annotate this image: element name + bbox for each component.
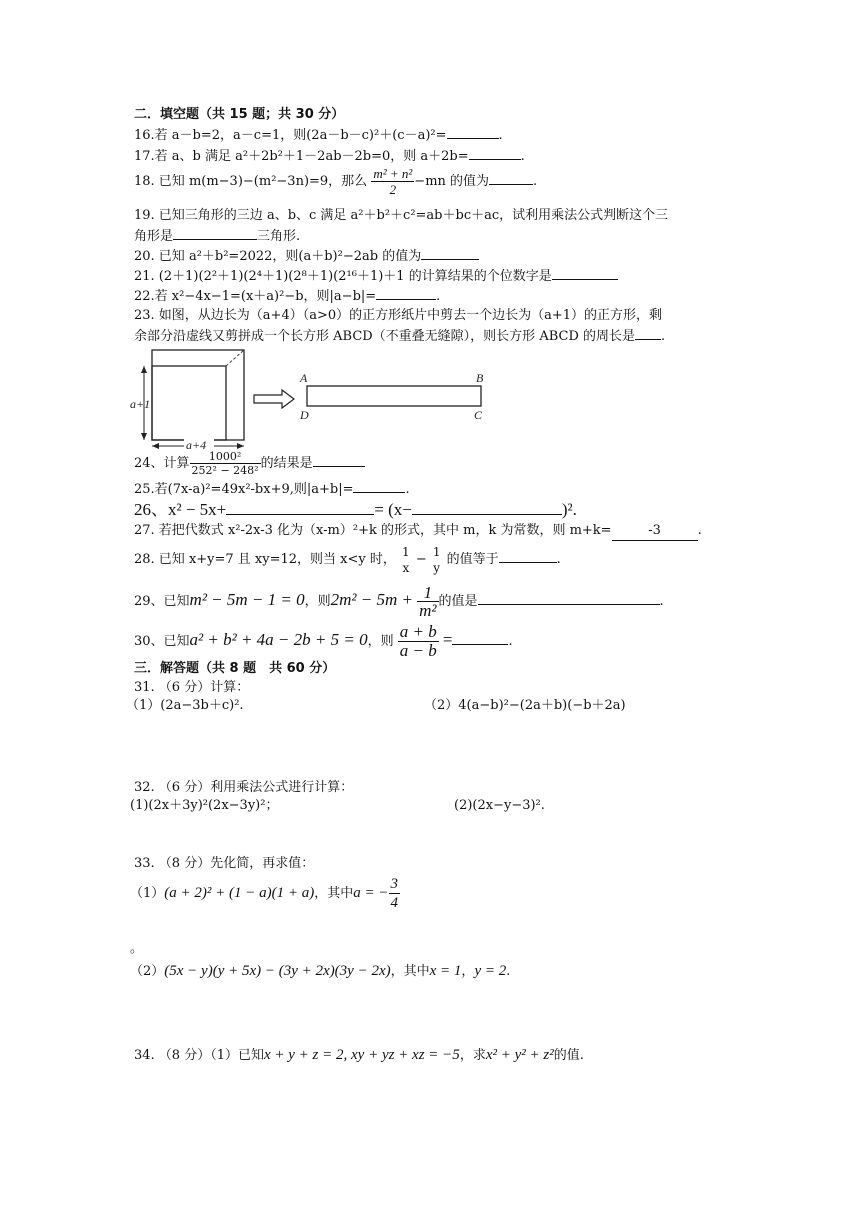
label-d: D	[300, 408, 309, 422]
question-26	[134, 498, 577, 522]
question-31-part2: （2）4(a−b)²−(2a＋b)(−b＋2a)	[424, 698, 626, 713]
question-31-part1: （1）(2a−3b＋c)².	[126, 698, 244, 713]
q33-p2-sep: ，	[461, 964, 475, 979]
q25-blank	[353, 480, 405, 493]
question-16	[134, 126, 503, 145]
q27-tail: .	[697, 523, 702, 538]
q30-fraction	[398, 623, 439, 660]
question-22	[134, 287, 440, 306]
q16-text: 16.若 a－b=2，a－c=1，则(2a－b－c)²＋(c－a)²=	[134, 128, 447, 143]
outer-square	[152, 350, 244, 440]
label-a: A	[300, 371, 308, 385]
q30-blank	[452, 632, 508, 645]
q29-expression: 2m² − 5m +	[330, 590, 413, 609]
q29-denominator: m²	[419, 601, 437, 620]
q16-blank	[447, 126, 499, 139]
q33-p1-pre: （1）	[130, 886, 165, 901]
q20-text: 20. 已知 a²＋b²=2022，则(a＋b)²−2ab 的值为	[134, 249, 422, 264]
q29-condition: m² − 5m − 1 = 0	[189, 590, 305, 609]
q34-expression: x² + y² + z²	[485, 1047, 554, 1063]
q28-minus: −	[415, 552, 427, 567]
q24-pre: 24、计算	[134, 456, 190, 471]
q21-blank	[552, 267, 618, 280]
inner-square	[152, 366, 226, 440]
rectangle-abcd	[307, 386, 481, 406]
q23-blank	[635, 327, 661, 340]
q29-fraction	[417, 584, 438, 619]
q28-f2-denominator: y	[433, 560, 441, 575]
q25-tail: .	[405, 482, 410, 497]
q19-pre: 角形是	[134, 229, 174, 244]
question-20	[134, 247, 479, 266]
q26-blank-2	[412, 500, 562, 515]
question-24	[134, 450, 365, 478]
q28-f1-denominator: x	[402, 560, 410, 575]
q30-tail: .	[508, 634, 513, 649]
q22-blank	[376, 287, 436, 300]
q17-text: 17.若 a、b 满足 a²＋2b²＋1－2ab－2b=0，则 a＋2b=	[134, 149, 469, 164]
q18-blank	[489, 172, 533, 185]
q29-tail: .	[659, 594, 664, 609]
question-33-part2	[130, 960, 510, 983]
q18-pre: 18. 已知 m(m−3)−(m²−3n)=9，那么	[134, 174, 368, 189]
q27-answer: -3	[612, 522, 698, 541]
q34-post: 的值.	[553, 1048, 584, 1063]
q21-text: 21. (2＋1)(2²＋1)(2⁴＋1)(2⁸＋1)(2¹⁶＋1)＋1 的计算结果的个位数字是	[134, 269, 552, 284]
q27-text: 27. 若把代数式 x²-2x-3 化为（x-m）²+k 的形式，其中 m，k 为常数，则 m+k=	[134, 523, 612, 538]
q29-post: 的值是	[438, 594, 478, 609]
q22-text: 22.若 x²−4x−1=(x＋a)²−b，则|a−b|=	[134, 289, 377, 304]
q30-pre: 30、已知	[134, 634, 190, 649]
q33-p1-expression: (a + 2)² + (1 − a)(1 + a)	[164, 885, 315, 901]
question-30	[134, 620, 513, 662]
question-32-part1: (1)(2x＋3y)²(2x−3y)²；	[130, 798, 279, 813]
q28-post: 的值等于	[446, 552, 499, 567]
section-3-title: 三．解答题（共 8 题 共 60 分）	[134, 661, 336, 676]
bottom-label: a+4	[186, 438, 207, 450]
question-25	[134, 480, 410, 499]
q34-mid: ，求	[459, 1048, 486, 1063]
dashed-cut-line	[226, 350, 244, 366]
arrow-down-icon	[141, 433, 147, 440]
arrow-up-icon	[141, 366, 147, 373]
q30-condition: a² + b² + 4a − 2b + 5 = 0	[189, 630, 368, 649]
q18-denominator: 2	[389, 182, 397, 197]
q28-fraction-1	[400, 544, 412, 576]
q29-mid: ，则	[304, 594, 331, 609]
question-33-part1	[130, 873, 400, 914]
q18-post: −mn 的值为	[414, 174, 490, 189]
question-28	[134, 541, 561, 579]
q29-numerator: 1	[417, 584, 438, 602]
transform-arrow-icon	[254, 390, 294, 408]
q24-blank	[313, 454, 365, 467]
question-19-line2	[134, 227, 300, 246]
q19-blank	[173, 227, 257, 240]
q18-fraction	[371, 166, 414, 197]
q33-p2-y: y = 2	[474, 963, 507, 979]
arrow-left-icon	[152, 443, 159, 449]
q30-numerator: a + b	[399, 622, 437, 641]
q33-p1-denominator: 4	[390, 895, 399, 911]
question-17	[134, 147, 525, 166]
q20-blank	[421, 247, 479, 260]
q30-equals: =	[442, 630, 453, 649]
question-21	[134, 267, 618, 286]
q24-fraction	[190, 450, 261, 477]
q26-pre: 26、x² − 5x+	[134, 500, 227, 519]
q34-condition: x + y + z = 2, xy + yz + xz = −5	[263, 1047, 460, 1063]
q33-p2-pre: （2）	[130, 964, 165, 979]
question-29	[134, 582, 664, 620]
question-18	[134, 166, 537, 197]
question-32-head: 32. （6 分）利用乘法公式进行计算：	[134, 780, 354, 795]
q24-denominator: 252² − 248²	[191, 464, 259, 477]
label-b: B	[476, 371, 484, 385]
question-34	[134, 1044, 584, 1067]
q16-tail: .	[498, 128, 503, 143]
q30-mid: ，则	[367, 634, 394, 649]
question-33-head: 33. （8 分）先化简，再求值：	[134, 856, 315, 871]
q33-p2-expression: (5x − y)(y + 5x) − (3y + 2x)(3y − 2x)	[164, 963, 391, 979]
q22-tail: .	[436, 289, 441, 304]
q23-figure	[126, 346, 506, 450]
q33-p1-mid: ，其中	[314, 886, 354, 901]
q23-tail: .	[661, 329, 666, 344]
q29-pre: 29、已知	[134, 594, 190, 609]
q26-mid: = (x−	[374, 500, 412, 519]
q33-p1-fraction	[389, 875, 401, 912]
q18-tail: .	[533, 174, 538, 189]
q19-post: 三角形.	[257, 229, 301, 244]
q33-p2-x: x = 1	[429, 963, 462, 979]
q34-pre: 34. （8 分）（1）已知	[134, 1048, 264, 1063]
question-27	[134, 522, 702, 541]
q24-numerator: 1000²	[190, 450, 261, 464]
q28-blank	[499, 550, 557, 563]
q25-text: 25.若(7x-a)²=49x²-bx+9,则|a+b|=	[134, 482, 354, 497]
q26-post: )².	[561, 500, 577, 519]
q23-text: 余部分沿虚线又剪拼成一个长方形 ABCD（不重叠无缝隙），则长方形 ABCD 的周长是	[134, 329, 636, 344]
question-31-head: 31. （6 分）计算：	[134, 680, 250, 695]
arrow-right-icon	[237, 443, 244, 449]
q28-f2-numerator: 1	[432, 544, 441, 559]
q30-denominator: a − b	[399, 641, 437, 660]
q17-blank	[469, 147, 521, 160]
question-19-line1: 19. 已知三角形的三边 a、b、c 满足 a²＋b²＋c²=ab＋bc＋ac，试利用乘法公式判断这个三	[134, 208, 669, 223]
question-23-line2	[134, 327, 665, 346]
q24-post: 的结果是	[260, 456, 313, 471]
question-32-part2: (2)(2x−y−3)².	[454, 798, 545, 813]
q33-dot: 。	[130, 941, 144, 956]
section-2-title: 二．填空题（共 15 题；共 30 分）	[134, 107, 345, 122]
q28-fraction-2	[431, 544, 443, 576]
q33-p2-tail: .	[506, 964, 511, 979]
q28-tail: .	[556, 552, 561, 567]
q33-p1-var: a = −	[353, 885, 389, 901]
label-c: C	[474, 408, 483, 422]
question-23-line1: 23. 如图，从边长为（a+4）（a>0）的正方形纸片中剪去一个边长为（a+1）的正方形，剩	[134, 308, 663, 323]
q26-blank-1	[226, 500, 374, 515]
q18-numerator: m² + n²	[373, 166, 413, 181]
q28-f1-numerator: 1	[402, 544, 410, 559]
q33-p2-mid: ，其中	[390, 964, 430, 979]
q28-pre: 28. 已知 x+y=7 且 xy=12，则当 x<y 时，	[134, 552, 396, 567]
q29-blank	[478, 592, 660, 605]
side-label: a+1	[130, 397, 151, 411]
q33-p1-numerator: 3	[390, 876, 399, 892]
q17-tail: .	[520, 149, 525, 164]
